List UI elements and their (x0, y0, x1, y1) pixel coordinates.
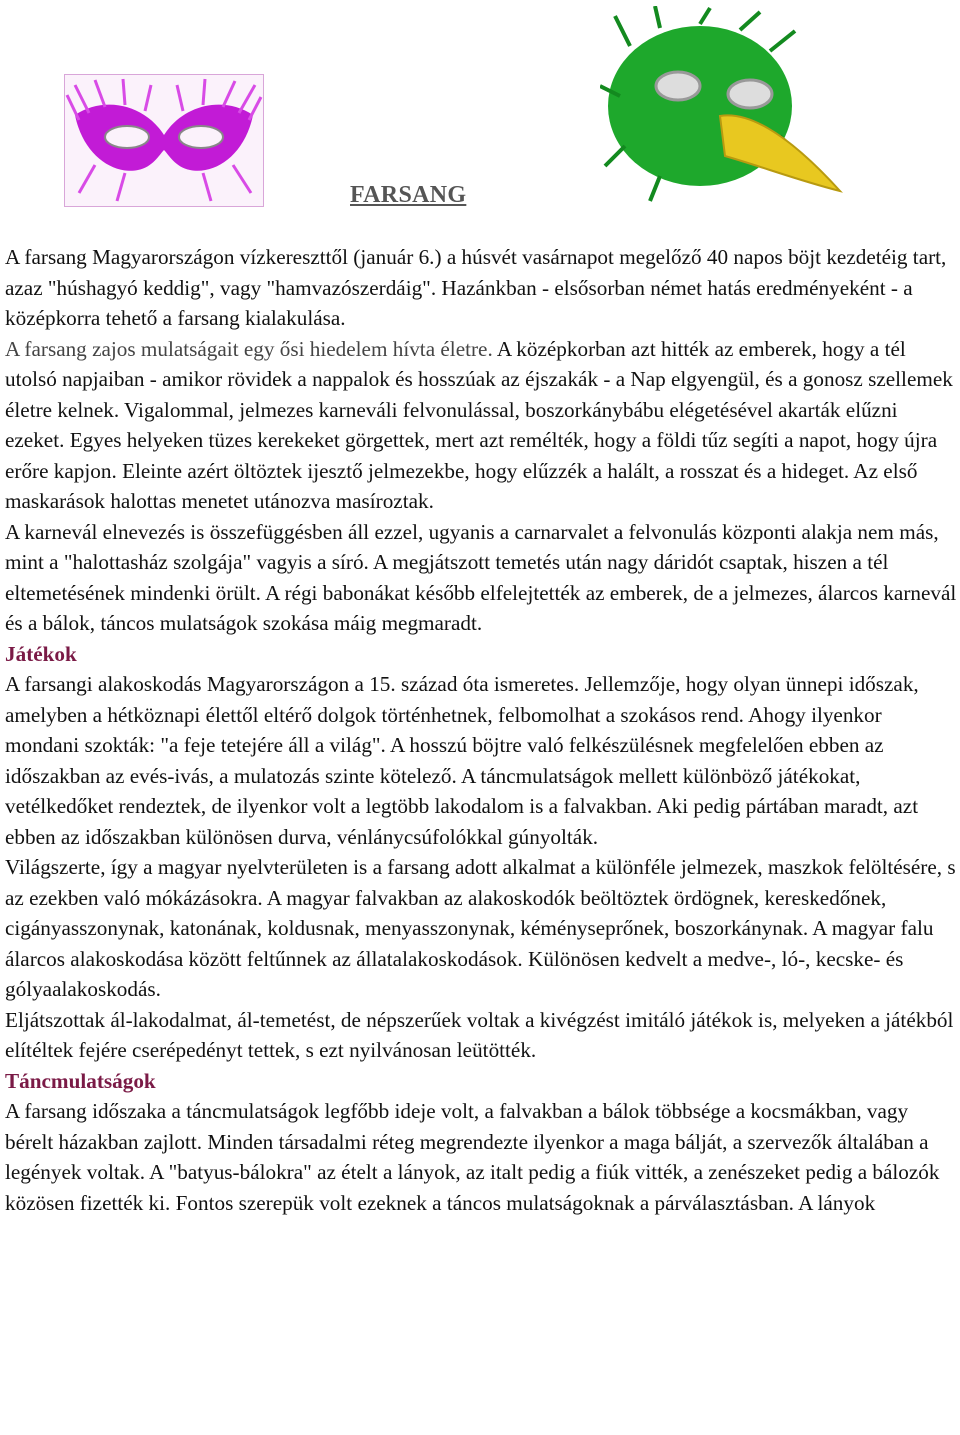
paragraph-origin-lead: A farsang zajos mulatságait egy ősi hiedelem hívta életre. (5, 336, 493, 361)
paragraph-origin-rest: A középkorban azt hitték az emberek, hogy a tél utolsó napjaiban - amikor rövidek a nappalok és hosszúak az éjszakák - a Nap elgyengül, és a gonosz szellemek életre kelnek. Vigalommal, jelmezes karneváli felvonulással, boszorkánybábu elégetésével akarták elűzni ezeket. Egyes helyeken tüzes kerekeket görgettek, mert azt remélték, hogy a földi tűz segíti a napot, hogy újra erőre kapjon. Eleinte azért öltöztek ijesztő jelmezekbe, hogy elűzzék a halált, a rosszat és a hideget. Az első maskarások halottas menetet utánozva masíroztak. (5, 336, 953, 513)
paragraph-games: A farsangi alakoskodás Magyarországon a 15. század óta ismeretes. Jellemzője, hogy olyan ünnepi időszak, amelyben a hétköznapi élettől eltérő dolgok történhetnek, felbomolhat a szokásos rend. Ahogy ilyenkor mondani szokták: "a feje tetejére áll a világ". A hosszú böjtre való felkészülésnek megfelelően ebben az időszakban az evés-ivás, a mulatozás szinte kötelező. A táncmulatságok mellett különböző játékokat, vetélkedőket rendeztek, de ilyenkor volt a legtöbb lakodalom is a falvakban. Aki pedig pártában maradt, azt ebben az időszakban különösen durva, vénlánycsúfolókkal gúnyolták. (5, 672, 919, 849)
paragraph-dances: A farsang időszaka a táncmulatságok legfőbb ideje volt, a falvakban a bálok többsége a kocsmákban, vagy bérelt házakban zajlott. Minden társadalmi réteg megrendezte ilyenkor a maga bálját, a szervezők általában a legények voltak. A "batyus-bálokra" az ételt a lányok, az italt pedig a fiúk vitték, a zenészeket pedig a bálozók közösen fizették ki. Fontos szerepük volt ezeknek a táncos mulatságoknak a párválasztásban. A lányok (5, 1099, 940, 1215)
article-body (5, 242, 957, 1218)
heading-tancmulatsagok: Táncmulatságok (5, 1068, 156, 1093)
pink-mask-image (64, 74, 264, 207)
green-mask-image (600, 6, 850, 206)
green-bird-mask-icon (600, 6, 850, 206)
paragraph-costumes: Világszerte, így a magyar nyelvterületen is a farsang adott alkalmat a különféle jelmezek, maszkok felöltésére, s az ezekben való mókázásokra. A magyar falvakban az alakoskodók beöltöztek ördögnek, kereskedőnek, cigányasszonynak, katonának, koldusnak, menyasszonynak, kéményseprőnek, boszorkánynak. A magyar falu álarcos alakoskodása között feltűnnek az állatalakoskodások. Különösen kedvelt a medve-, ló-, kecske- és gólyaalakoskodás. (5, 855, 956, 1001)
pink-mask-icon (65, 75, 263, 206)
page-title: FARSANG (350, 182, 467, 208)
heading-jatekok: Játékok (5, 641, 77, 666)
paragraph-origin (5, 334, 957, 517)
paragraph-carnival: A karnevál elnevezés is összefüggésben áll ezzel, ugyanis a carnarvalet a felvonulás központi alakja nem más, mint a "halottasház szolgája" vagyis a síró. A megjátszott temetés után nagy dáridót csaptak, hiszen a tél eltemetésének mindenki örült. A régi babonákat később elfelejtették az emberek, de a jelmezes, álarcos karnevál és a bálok, táncos mulatságok szokása máig megmaradt. (5, 519, 957, 635)
paragraph-mock-events: Eljátszottak ál-lakodalmat, ál-temetést, de népszerűek voltak a kivégzést imitáló játékok is, melyeken a játékból elítéltek fejére cserépedényt tettek, s ezt nyilvánosan leütötték. (5, 1007, 954, 1062)
paragraph-intro: A farsang Magyarországon vízkereszttől (január 6.) a húsvét vasárnapot megelőző 40 napos böjt kezdetéig tart, azaz "húshagyó keddig", vagy "hamvazószerdáig". Hazánkban - elsősorban német hatás eredményeként - a középkorra tehető a farsang kialakulása. (5, 245, 947, 330)
